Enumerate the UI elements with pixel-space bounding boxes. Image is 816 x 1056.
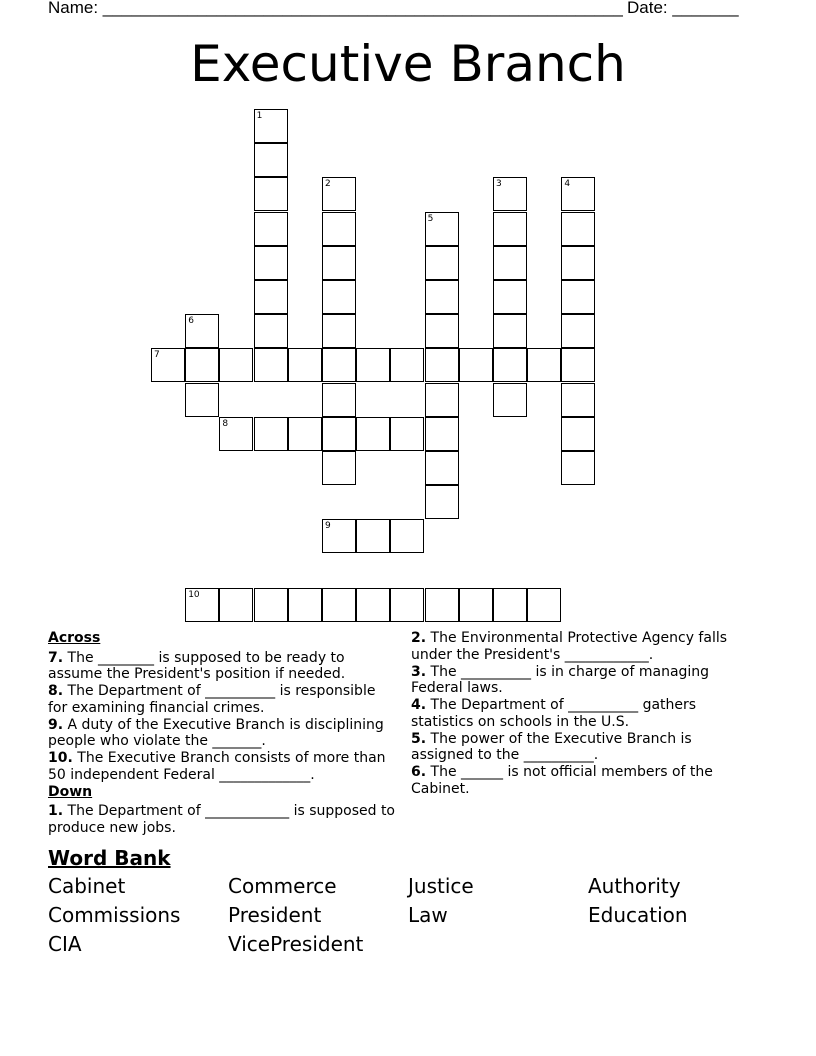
clue-number: 8. bbox=[48, 683, 64, 699]
crossword-cell[interactable] bbox=[254, 246, 288, 280]
crossword-cell[interactable] bbox=[254, 143, 288, 177]
clue-number: 5. bbox=[411, 730, 427, 747]
word-bank-word: Commissions bbox=[48, 903, 181, 927]
crossword-cell[interactable] bbox=[254, 588, 288, 622]
clue-number: 3. bbox=[411, 663, 427, 680]
word-bank-word: Justice bbox=[408, 874, 474, 898]
crossword-cell[interactable] bbox=[425, 383, 459, 417]
crossword-cell[interactable] bbox=[219, 417, 253, 451]
clue-number-label: 7 bbox=[154, 350, 160, 361]
crossword-cell[interactable] bbox=[561, 314, 595, 348]
clue-down-1 bbox=[48, 803, 398, 836]
word-bank-word: Commerce bbox=[228, 874, 337, 898]
crossword-cell[interactable] bbox=[322, 451, 356, 485]
clue-down-5 bbox=[411, 731, 756, 764]
clue-number-label: 2 bbox=[325, 179, 331, 190]
word-bank-word: Education bbox=[588, 903, 688, 927]
crossword-cell[interactable] bbox=[185, 588, 219, 622]
word-bank-word: President bbox=[228, 903, 322, 927]
clue-number: 10. bbox=[48, 750, 73, 766]
clue-text: A duty of the Executive Branch is disciplining people who violate the _______. bbox=[48, 716, 384, 749]
word-bank-word: VicePresident bbox=[228, 932, 364, 956]
crossword-cell[interactable] bbox=[322, 177, 356, 211]
clue-number: 2. bbox=[411, 630, 427, 646]
word-bank-word: Cabinet bbox=[48, 874, 126, 898]
across-clue-list bbox=[48, 650, 398, 784]
clue-text: The Executive Branch consists of more than 50 independent Federal _____________. bbox=[48, 750, 386, 783]
crossword-cell[interactable] bbox=[254, 280, 288, 314]
crossword-cell[interactable] bbox=[356, 519, 390, 553]
crossword-cell[interactable] bbox=[322, 519, 356, 553]
crossword-cell[interactable] bbox=[425, 246, 459, 280]
clue-text: The Department of ____________ is supposed to produce new jobs. bbox=[48, 803, 396, 836]
crossword-cell[interactable] bbox=[390, 588, 424, 622]
crossword-cell[interactable] bbox=[425, 451, 459, 485]
crossword-cell[interactable] bbox=[493, 177, 527, 211]
crossword-cell[interactable] bbox=[185, 348, 219, 382]
clue-text: The Department of __________ is responsible for examining financial crimes. bbox=[48, 683, 376, 716]
clue-across-7 bbox=[48, 650, 398, 683]
crossword-cell[interactable] bbox=[322, 348, 356, 382]
clue-number-label: 10 bbox=[188, 589, 200, 600]
name-line: Name: _______________________________________________________ bbox=[48, 0, 623, 17]
crossword-cell[interactable] bbox=[254, 417, 288, 451]
crossword-cell[interactable] bbox=[425, 280, 459, 314]
crossword-cell[interactable] bbox=[561, 177, 595, 211]
crossword-cell[interactable] bbox=[493, 280, 527, 314]
down-heading: Down bbox=[48, 783, 93, 800]
word-bank-grid bbox=[48, 874, 768, 957]
clue-text: The ______ is not official members of the Cabinet. bbox=[411, 764, 713, 797]
crossword-cell[interactable] bbox=[254, 177, 288, 211]
clue-across-8 bbox=[48, 683, 398, 716]
crossword-cell[interactable] bbox=[561, 348, 595, 382]
crossword-cell[interactable] bbox=[185, 383, 219, 417]
crossword-cell[interactable] bbox=[288, 417, 322, 451]
crossword-cell[interactable] bbox=[561, 417, 595, 451]
clue-down-4 bbox=[411, 697, 756, 730]
crossword-cell[interactable] bbox=[356, 348, 390, 382]
clues-right-column bbox=[411, 630, 756, 798]
clue-text: The __________ is in charge of managing Federal laws. bbox=[411, 663, 710, 696]
crossword-cell[interactable] bbox=[493, 314, 527, 348]
clue-number: 1. bbox=[48, 803, 64, 819]
word-bank-word: CIA bbox=[48, 932, 82, 956]
crossword-cell[interactable] bbox=[322, 383, 356, 417]
crossword-cell[interactable] bbox=[322, 588, 356, 622]
crossword-cell[interactable] bbox=[527, 588, 561, 622]
crossword-cell[interactable] bbox=[425, 588, 459, 622]
crossword-cell[interactable] bbox=[561, 383, 595, 417]
crossword-cell[interactable] bbox=[459, 348, 493, 382]
crossword-cell[interactable] bbox=[254, 109, 288, 143]
crossword-cell[interactable] bbox=[493, 348, 527, 382]
crossword-cell[interactable] bbox=[459, 588, 493, 622]
clue-text: The power of the Executive Branch is assigned to the __________. bbox=[411, 730, 692, 763]
crossword-cell[interactable] bbox=[425, 485, 459, 519]
clue-down-3 bbox=[411, 664, 756, 697]
clue-number: 9. bbox=[48, 716, 64, 733]
clue-text: The Department of __________ gathers statistics on schools in the U.S. bbox=[411, 697, 697, 730]
crossword-cell[interactable] bbox=[493, 246, 527, 280]
clues-left-column bbox=[48, 630, 398, 837]
crossword-cell[interactable] bbox=[254, 348, 288, 382]
clue-across-9 bbox=[48, 717, 398, 750]
crossword-cell[interactable] bbox=[254, 314, 288, 348]
crossword-cell[interactable] bbox=[322, 246, 356, 280]
clue-number-label: 6 bbox=[188, 316, 194, 327]
crossword-cell[interactable] bbox=[219, 588, 253, 622]
crossword-cell[interactable] bbox=[425, 212, 459, 246]
crossword-cell[interactable] bbox=[390, 417, 424, 451]
crossword-cell[interactable] bbox=[561, 212, 595, 246]
crossword-cell[interactable] bbox=[322, 280, 356, 314]
page-title: Executive Branch bbox=[190, 35, 626, 93]
crossword-cell[interactable] bbox=[322, 212, 356, 246]
clue-number-label: 1 bbox=[256, 111, 263, 121]
clue-down-6 bbox=[411, 764, 756, 797]
crossword-cell[interactable] bbox=[322, 314, 356, 348]
clue-number-label: 4 bbox=[564, 179, 571, 190]
crossword-cell[interactable] bbox=[356, 588, 390, 622]
crossword-cell[interactable] bbox=[493, 588, 527, 622]
clue-number: 7. bbox=[48, 649, 64, 666]
crossword-cell[interactable] bbox=[561, 280, 595, 314]
crossword-cell[interactable] bbox=[493, 212, 527, 246]
clue-down-2 bbox=[411, 630, 756, 663]
clue-text: The Environmental Protective Agency falls under the President's ____________. bbox=[411, 630, 728, 663]
word-bank-title: Word Bank bbox=[48, 846, 171, 870]
clue-number: 4. bbox=[411, 697, 427, 713]
across-heading: Across bbox=[48, 630, 101, 646]
crossword-cell[interactable] bbox=[425, 314, 459, 348]
crossword-cell[interactable] bbox=[527, 348, 561, 382]
crossword-cell[interactable] bbox=[185, 314, 219, 348]
crossword-cell[interactable] bbox=[561, 246, 595, 280]
clue-text: The ________ is supposed to be ready to assume the President's position if needed. bbox=[48, 649, 346, 682]
crossword-cell[interactable] bbox=[493, 383, 527, 417]
crossword-cell[interactable] bbox=[356, 417, 390, 451]
clue-number-label: 9 bbox=[325, 521, 331, 532]
clue-across-10 bbox=[48, 750, 398, 783]
clue-number-label: 8 bbox=[222, 418, 229, 429]
crossword-cell[interactable] bbox=[288, 348, 322, 382]
clue-number-label: 3 bbox=[496, 179, 502, 190]
crossword-cell[interactable] bbox=[219, 348, 253, 382]
crossword-cell[interactable] bbox=[390, 348, 424, 382]
clue-number: 6. bbox=[411, 764, 427, 780]
crossword-cell[interactable] bbox=[151, 348, 185, 382]
word-bank bbox=[48, 846, 768, 957]
word-bank-word: Authority bbox=[588, 874, 681, 898]
crossword-cell[interactable] bbox=[254, 212, 288, 246]
date-line: Date: _______ bbox=[627, 0, 739, 17]
word-bank-word: Law bbox=[408, 903, 448, 927]
crossword-cell[interactable] bbox=[390, 519, 424, 553]
clue-number-label: 5 bbox=[427, 213, 434, 224]
crossword-cell[interactable] bbox=[425, 417, 459, 451]
crossword-cell[interactable] bbox=[561, 451, 595, 485]
crossword-cell[interactable] bbox=[425, 348, 459, 382]
crossword-cell[interactable] bbox=[322, 417, 356, 451]
crossword-cell[interactable] bbox=[288, 588, 322, 622]
